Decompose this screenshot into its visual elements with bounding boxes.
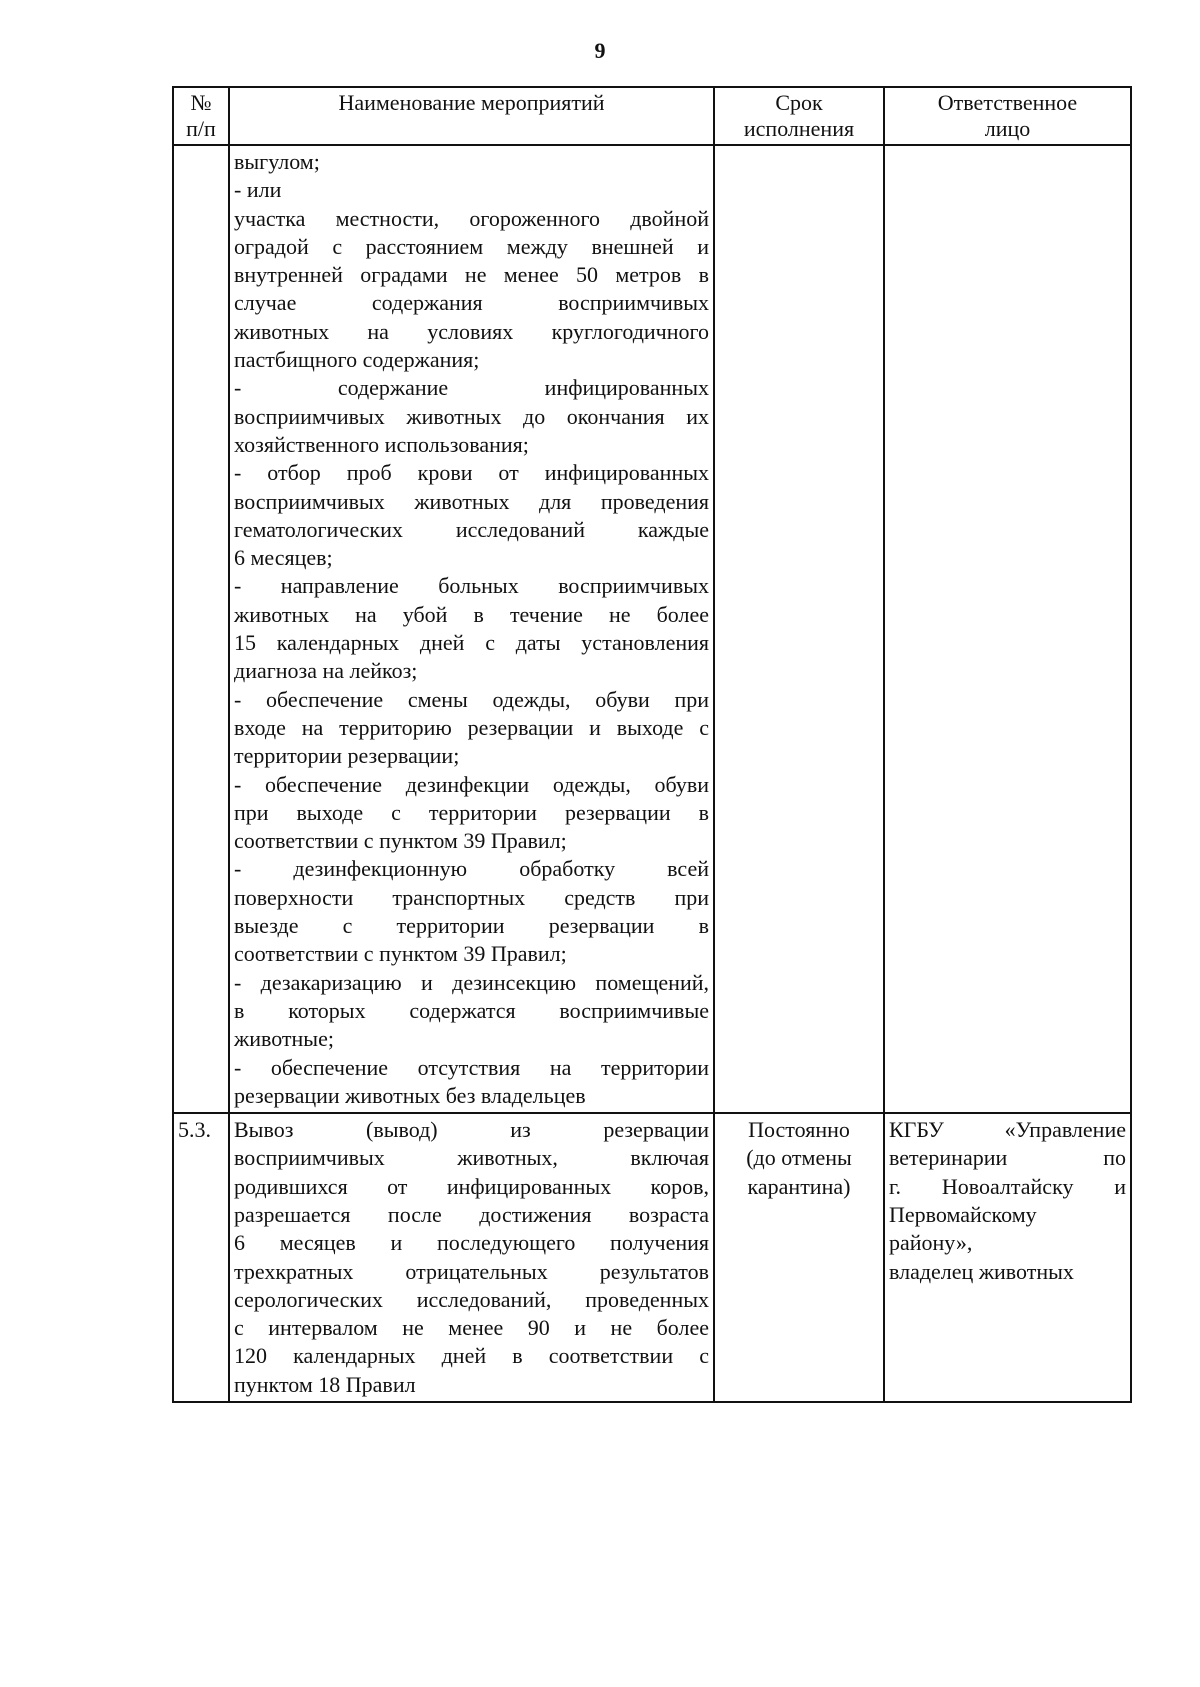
- text-line: трехкратных отрицательных результатов: [234, 1258, 709, 1284]
- term-line: (до отмены: [746, 1145, 852, 1171]
- page-number: 9: [594, 38, 606, 63]
- text-line: при выходе с территории резервации в: [234, 799, 709, 825]
- text-line: территории резервации;: [234, 743, 460, 769]
- text-line: 15 календарных дней с даты установления: [234, 630, 709, 656]
- text-line: животные;: [234, 1026, 334, 1052]
- cell-responsible-empty: [884, 145, 1131, 1113]
- responsible-line: району»,: [889, 1230, 973, 1256]
- text-line: - дезакаризацию и дезинсекцию помещений,: [234, 969, 709, 995]
- cell-responsible: [884, 1113, 1131, 1402]
- text-line: восприимчивых животных для проведения: [234, 488, 709, 514]
- text-line: пастбищного содержания;: [234, 347, 480, 373]
- text-line: - отбор проб крови от инфицированных: [234, 460, 709, 486]
- cell-continuation-text: [229, 145, 714, 1113]
- header-name-text: Наименование мероприятий: [338, 90, 605, 115]
- table-row-5-3: [173, 1113, 1131, 1402]
- cell-row-number: 5.3.: [173, 1113, 229, 1402]
- text-line: оградой с расстоянием между внешней и: [234, 233, 709, 259]
- text-line: внутренней оградами не менее 50 метров в: [234, 262, 709, 288]
- cell-measure-text: [229, 1113, 714, 1402]
- header-term: [714, 87, 884, 145]
- text-line: выезде с территории резервации в: [234, 913, 709, 939]
- term-lines: [719, 1116, 879, 1201]
- text-line: животных на условиях круглогодичного: [234, 318, 709, 344]
- table-header-row: [173, 87, 1131, 145]
- text-line: 6 месяцев и последующего получения: [234, 1230, 709, 1256]
- header-num-line: п/п: [186, 116, 216, 141]
- responsible-line: КГБУ «Управление: [889, 1117, 1126, 1143]
- responsible-line: г. Новоалтайску и: [889, 1173, 1126, 1199]
- text-line: соответствии с пунктом 39 Правил;: [234, 828, 567, 854]
- responsible-line: Первомайскому: [889, 1201, 1037, 1227]
- text-line: восприимчивых животных до окончания их: [234, 403, 709, 429]
- text-line: хозяйственного использования;: [234, 431, 529, 457]
- text-line: - обеспечение смены одежды, обуви при: [234, 686, 709, 712]
- text-line: - дезинфекционную обработку всей: [234, 856, 709, 882]
- text-line: с интервалом не менее 90 и не более: [234, 1315, 709, 1341]
- measures-table: [172, 86, 1132, 1403]
- text-line: - обеспечение отсутствия на территории: [234, 1054, 709, 1080]
- text-line: - обеспечение дезинфекции одежды, обуви: [234, 771, 709, 797]
- text-line: поверхности транспортных средств при: [234, 884, 709, 910]
- text-line: соответствии с пунктом 39 Правил;: [234, 941, 567, 967]
- responsible-line: владелец животных: [889, 1258, 1074, 1284]
- header-num-line: №: [190, 90, 212, 115]
- text-line: пунктом 18 Правил: [234, 1371, 416, 1397]
- text-line: участка местности, огороженного двойной: [234, 205, 709, 231]
- text-line: родившихся от инфицированных коров,: [234, 1173, 709, 1199]
- header-term-line: исполнения: [743, 116, 855, 141]
- term-line: карантина): [747, 1173, 851, 1199]
- text-line: 120 календарных дней в соответствии с: [234, 1343, 709, 1369]
- text-line: случае содержания восприимчивых: [234, 290, 709, 316]
- cell-term-empty: [714, 145, 884, 1113]
- term-line: Постоянно: [748, 1117, 850, 1143]
- text-line: выгулом;: [234, 149, 320, 174]
- text-line: - направление больных восприимчивых: [234, 573, 709, 599]
- table-row-continuation: [173, 145, 1131, 1113]
- measure-lines: [234, 1116, 709, 1399]
- text-line: входе на территорию резервации и выходе с: [234, 714, 709, 740]
- text-line: серологических исследований, проведенных: [234, 1286, 709, 1312]
- text-line: гематологических исследований каждые: [234, 516, 709, 542]
- cell-term: [714, 1113, 884, 1402]
- header-responsible: [884, 87, 1131, 145]
- text-line: диагноза на лейкоз;: [234, 658, 418, 684]
- text-line: животных на убой в течение не более: [234, 601, 709, 627]
- cell-num-empty: [173, 145, 229, 1113]
- responsible-lines: [889, 1116, 1126, 1286]
- header-name: [229, 87, 714, 145]
- header-term-line: Срок: [775, 90, 823, 115]
- text-line: - или: [234, 177, 282, 203]
- header-responsible-line: лицо: [984, 116, 1031, 141]
- text-line: разрешается после достижения возраста: [234, 1201, 709, 1227]
- continuation-lines: [234, 148, 709, 1110]
- text-line: Вывоз (вывод) из резервации: [234, 1117, 709, 1143]
- text-line: - содержание инфицированных: [234, 375, 709, 401]
- header-num: [173, 87, 229, 145]
- text-line: восприимчивых животных, включая: [234, 1145, 709, 1171]
- text-line: 6 месяцев;: [234, 545, 333, 571]
- text-line: в которых содержатся восприимчивые: [234, 997, 709, 1023]
- responsible-line: ветеринарии по: [889, 1145, 1126, 1171]
- header-responsible-line: Ответственное: [937, 90, 1078, 115]
- text-line: резервации животных без владельцев: [234, 1082, 586, 1108]
